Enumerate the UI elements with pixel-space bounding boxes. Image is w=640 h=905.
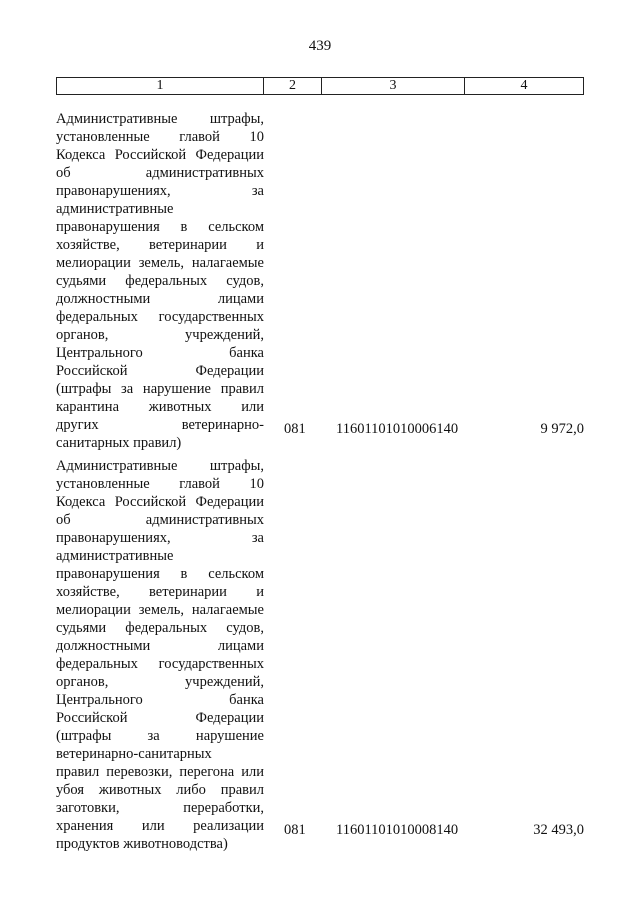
desc-line: Кодекса Российской Федерации [56,147,264,163]
desc-line: установленные главой 10 [56,129,264,145]
desc-line: Административные штрафы, [56,111,264,127]
desc-line: Российской Федерации [56,710,264,726]
desc-line: хозяйстве, ветеринарии и [56,584,264,600]
desc-line: об административных [56,512,264,528]
desc-line: (штрафы за нарушение [56,728,264,744]
desc-line: хранения или реализации [56,818,264,834]
desc-line: об административных [56,165,264,181]
desc-line: других ветеринарно- [56,417,264,433]
desc-line: убоя животных либо правил [56,782,264,798]
desc-line: органов, учреждений, [56,327,264,343]
desc-line: Центрального банка [56,345,264,361]
header-col-3: 3 [322,78,465,94]
desc-line: Административные штрафы, [56,458,264,474]
desc-line: правонарушения в сельском [56,566,264,582]
row-code: 081 [284,421,306,437]
desc-line: мелиорации земель, налагаемые [56,255,264,271]
desc-line: карантина животных или [56,399,264,415]
page-number: 439 [308,38,332,54]
desc-line: ветеринарно-санитарных [56,746,212,762]
header-col-4: 4 [520,78,528,93]
row-sum: 9 972,0 [540,421,584,437]
row-kbk: 11601101010006140 [336,421,459,437]
desc-line: Российской Федерации [56,363,264,379]
desc-line: правонарушениях, за [56,183,264,199]
desc-line: федеральных государственных [56,656,264,672]
row-description [56,457,264,853]
row-description [56,110,264,452]
desc-line: продуктов животноводства) [56,836,228,852]
desc-line: установленные главой 10 [56,476,264,492]
desc-line: санитарных правил) [56,435,182,451]
desc-line: органов, учреждений, [56,674,264,690]
desc-line: административные [56,201,174,217]
desc-line: мелиорации земель, налагаемые [56,602,264,618]
desc-line: Центрального банка [56,692,264,708]
desc-line: правонарушениях, за [56,530,264,546]
desc-line: федеральных государственных [56,309,264,325]
desc-line: (штрафы за нарушение правил [56,381,264,397]
desc-line: правил перевозки, перегона или [56,764,264,780]
row-sum: 32 493,0 [533,822,584,838]
desc-line: заготовки, переработки, [56,800,264,816]
desc-line: судьями федеральных судов, [56,620,264,636]
desc-line: хозяйстве, ветеринарии и [56,237,264,253]
header-col-2: 2 [264,78,322,94]
desc-line: должностными лицами [56,638,264,654]
desc-line: Кодекса Российской Федерации [56,494,264,510]
desc-line: должностными лицами [56,291,264,307]
row-code: 081 [284,822,306,838]
table-header [56,77,584,95]
row-kbk: 11601101010008140 [336,822,459,838]
desc-line: правонарушения в сельском [56,219,264,235]
header-col-1: 1 [57,78,264,94]
desc-line: административные [56,548,174,564]
desc-line: судьями федеральных судов, [56,273,264,289]
